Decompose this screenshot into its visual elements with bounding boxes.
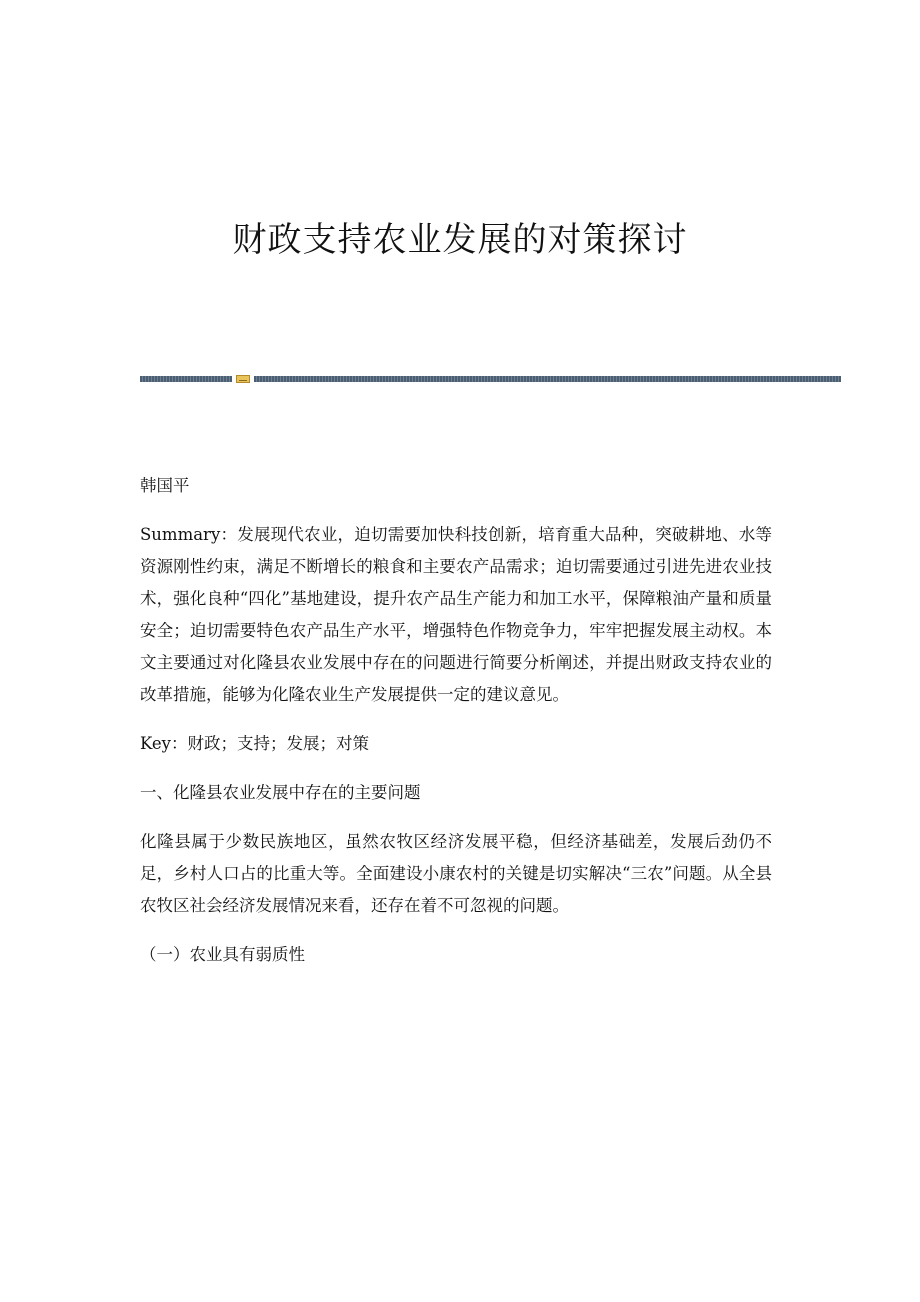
summary-paragraph bbox=[140, 519, 772, 711]
author-name: 韩国平 bbox=[140, 476, 190, 495]
summary-text: 发展现代农业，迫切需要加快科技创新，培育重大品种，突破耕地、水等资源刚性约束，满足不断增长的粮食和主要农产品需求；迫切需要通过引进先进农业技术，强化良种“四化”基地建设，提升农产品生产能力和加工水平，保障粮油产量和质量安全；迫切需要特色农产品生产水平，增强特色作物竞争力，牢牢把握发展主动权。本文主要通过对化隆县农业发展中存在的问题进行简要分析阐述，并提出财政支持农业的改革措施，能够为化隆农业生产发展提供一定的建议意见。 bbox=[140, 525, 772, 704]
envelope-icon bbox=[236, 375, 250, 383]
keywords-label: Key： bbox=[140, 734, 188, 753]
section-paragraph: 化隆县属于少数民族地区，虽然农牧区经济发展平稳，但经济基础差，发展后劲仍不足，乡村人口占的比重大等。全面建设小康农村的关键是切实解决“三农”问题。从全县农牧区社会经济发展情况来看，还存在着不可忽视的问题。 bbox=[140, 832, 772, 915]
divider-right-segment bbox=[254, 376, 841, 382]
summary-label: Summary： bbox=[140, 525, 238, 544]
document-title: 财政支持农业发展的对策探讨 bbox=[232, 220, 688, 260]
subsection-heading: （一）农业具有弱质性 bbox=[140, 945, 305, 964]
keywords-line bbox=[140, 728, 772, 760]
divider-left-segment bbox=[140, 376, 232, 382]
keywords-text: 财政；支持；发展；对策 bbox=[187, 734, 369, 753]
section-heading: 一、化隆县农业发展中存在的主要问题 bbox=[140, 783, 421, 802]
document-body bbox=[140, 470, 772, 971]
title-divider bbox=[140, 375, 841, 383]
